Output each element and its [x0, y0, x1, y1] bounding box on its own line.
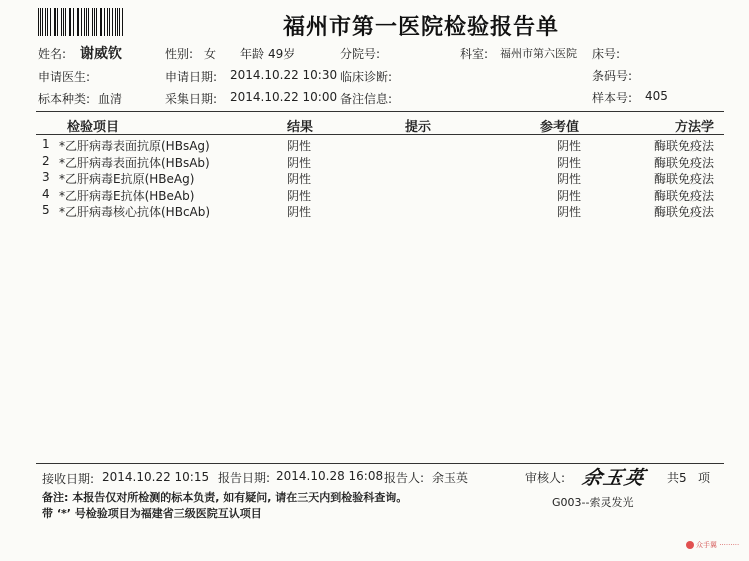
row-item: *乙肝病毒表面抗体(HBsAb)	[59, 155, 210, 170]
col-header-hint: 提示	[405, 120, 432, 135]
patient-age: 49岁	[268, 47, 296, 61]
header-bottom-rule	[36, 134, 724, 135]
row-ref: 阴性	[557, 188, 582, 203]
barcode-graphic	[38, 8, 124, 36]
row-method: 酶联免疫法	[654, 172, 715, 186]
barcode-bar	[81, 8, 82, 36]
row-number: 2	[42, 153, 50, 168]
specimen-label: 标本种类:	[38, 92, 91, 106]
barcode-bar	[61, 8, 62, 36]
watermark-logo	[686, 540, 739, 550]
collect-date: 2014.10.22 10:00	[230, 90, 338, 104]
reviewer-label: 审核人:	[525, 471, 566, 485]
barcode-bar	[107, 8, 108, 36]
row-item: *乙肝病毒E抗原(HBeAg)	[59, 172, 195, 186]
header-top-rule	[36, 111, 724, 112]
total-unit: 项	[698, 471, 711, 485]
patient-sex: 女	[204, 47, 217, 61]
apply-date-label: 申请日期:	[165, 70, 218, 84]
footer-note-1: 备注: 本报告仅对所检测的标本负责, 如有疑问, 请在三天内到检验科查询。	[42, 491, 408, 504]
reporter-label: 报告人:	[384, 471, 425, 485]
barcode-bar	[100, 8, 101, 36]
reviewer-code: G003--索灵发光	[552, 496, 634, 509]
bed-label: 床号:	[592, 47, 621, 61]
barcode-bar	[109, 8, 110, 36]
row-number: 1	[42, 137, 50, 151]
row-item: *乙肝病毒表面抗原(HBsAg)	[59, 139, 210, 153]
row-result: 阴性	[287, 172, 312, 186]
row-ref: 阴性	[557, 155, 582, 170]
age-label: 年龄	[240, 47, 265, 61]
receive-date: 2014.10.22 10:15	[102, 470, 210, 484]
table-row	[0, 154, 749, 170]
row-result: 阴性	[287, 139, 312, 153]
table-row	[0, 170, 749, 186]
barcode-bar	[50, 8, 51, 36]
row-method: 酶联免疫法	[654, 188, 715, 203]
footer-note-2: 带 ‘*’ 号检验项目为福建省三级医院互认项目	[42, 507, 262, 520]
row-ref: 阴性	[557, 172, 582, 186]
col-header-ref: 参考值	[540, 120, 580, 135]
remark-label: 备注信息:	[340, 92, 393, 106]
barcode-bar	[45, 8, 46, 36]
table-row	[0, 137, 749, 153]
col-header-method: 方法学	[675, 120, 715, 135]
branch-label: 分院号:	[340, 47, 381, 61]
table-row	[0, 187, 749, 203]
sex-label: 性别:	[165, 47, 194, 61]
row-ref: 阴性	[557, 139, 582, 153]
diagnosis-label: 临床诊断:	[340, 70, 393, 84]
doctor-label: 申请医生:	[38, 70, 91, 84]
reviewer-signature: 余玉英	[580, 467, 649, 489]
patient-name: 谢威钦	[80, 46, 122, 62]
sample-label: 样本号:	[592, 91, 633, 105]
watermark-text: 众手翼 ·········	[696, 541, 740, 549]
total-count: 共5	[667, 471, 687, 485]
dept-label: 科室:	[460, 47, 489, 61]
row-method: 酶联免疫法	[654, 205, 715, 219]
barcode-bar	[69, 8, 70, 36]
report-date-label: 报告日期:	[218, 471, 271, 485]
report-title: 福州市第一医院检验报告单	[283, 14, 560, 40]
row-item: *乙肝病毒E抗体(HBeAb)	[59, 188, 195, 203]
row-number: 3	[42, 170, 50, 184]
sample-number: 405	[645, 89, 668, 103]
row-item: *乙肝病毒核心抗体(HBcAb)	[59, 205, 211, 219]
report-date: 2014.10.28 16:08	[276, 469, 384, 483]
row-result: 阴性	[287, 155, 312, 170]
table-row	[0, 203, 749, 219]
row-method: 酶联免疫法	[654, 139, 715, 153]
row-ref: 阴性	[557, 205, 582, 219]
row-number: 5	[42, 203, 50, 217]
barcode-bar	[92, 8, 93, 36]
row-result: 阴性	[287, 188, 312, 203]
collect-date-label: 采集日期:	[165, 92, 218, 106]
barcode-bar	[122, 8, 123, 36]
barcode-bar	[86, 8, 87, 36]
col-header-item: 检验项目	[67, 120, 120, 135]
watermark-icon	[686, 541, 694, 549]
row-number: 4	[42, 186, 50, 201]
row-result: 阴性	[287, 205, 312, 219]
barcode-label: 条码号:	[592, 69, 633, 83]
barcode-bar	[38, 8, 39, 36]
col-header-result: 结果	[287, 120, 314, 135]
barcode-bar	[73, 8, 74, 36]
name-label: 姓名:	[38, 47, 67, 61]
reporter-name: 余玉英	[432, 471, 469, 485]
barcode-bar	[57, 8, 58, 36]
barcode-bar	[115, 8, 116, 36]
specimen-value: 血清	[98, 92, 123, 106]
row-method: 酶联免疫法	[654, 155, 715, 170]
receive-label: 接收日期:	[42, 472, 95, 486]
dept-value: 福州市第六医院	[500, 47, 577, 60]
apply-date: 2014.10.22 10:30	[230, 68, 338, 82]
